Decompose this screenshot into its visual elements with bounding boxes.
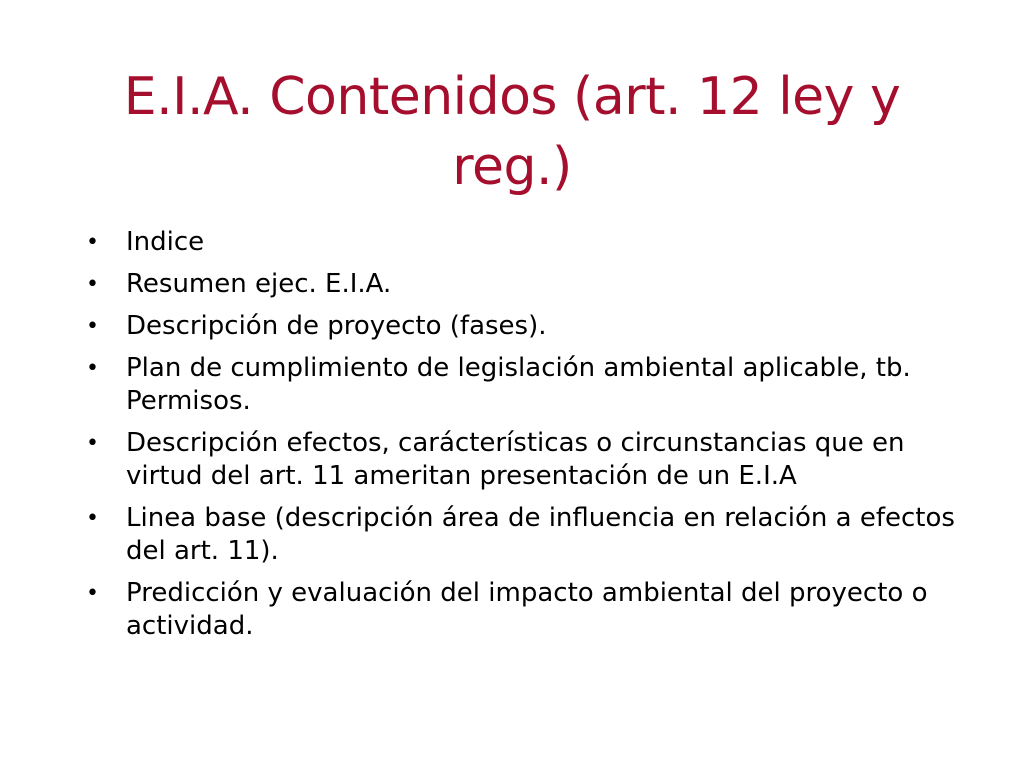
list-item-text: Predicción y evaluación del impacto ambiental del proyecto o actividad. [126,578,928,641]
list-item-text: Indice [126,227,205,257]
list-item [86,310,966,343]
bullet-list [86,226,966,652]
list-item [86,268,966,301]
bullet-icon: • [86,272,99,297]
list-item-text: Plan de cumplimiento de legislación ambiental aplicable, tb. Permisos. [126,353,911,416]
bullet-icon: • [86,581,99,606]
list-item [86,226,966,259]
list-item [86,502,966,568]
list-item [86,352,966,418]
bullet-icon: • [86,314,99,339]
bullet-icon: • [86,230,99,255]
list-item [86,577,966,643]
list-item-text: Resumen ejec. E.I.A. [126,269,392,299]
list-item-text: Descripción efectos, carácterísticas o circunstancias que en virtud del art. 11 ameritan presentación de un E.I.A [126,428,905,491]
slide-title: E.I.A. Contenidos (art. 12 ley y reg.) [123,67,901,197]
bullet-icon: • [86,506,99,531]
list-item-text: Descripción de proyecto (fases). [126,311,547,341]
bullet-icon: • [86,431,99,456]
list-item-text: Linea base (descripción área de influencia en relación a efectos del art. 11). [126,503,955,566]
bullet-icon: • [86,356,99,381]
list-item [86,427,966,493]
